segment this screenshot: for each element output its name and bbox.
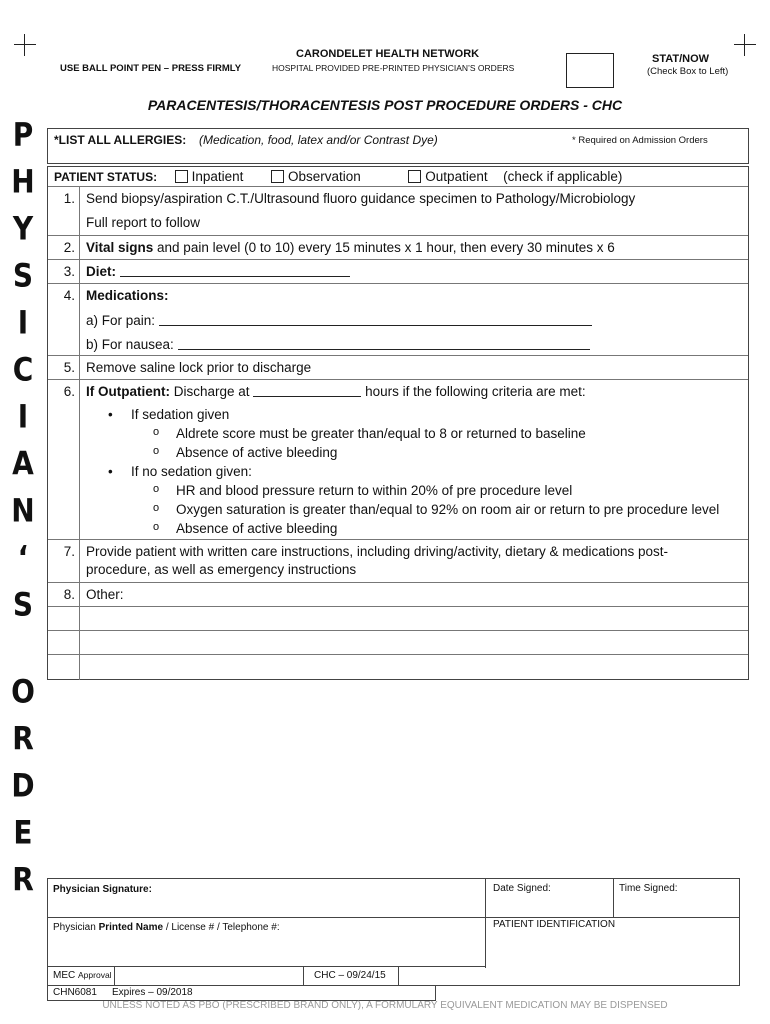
approval-text: Approval (78, 970, 112, 980)
blank-row[interactable] (48, 630, 748, 654)
side-letter: C (12, 350, 34, 389)
circle-bullet-icon: o (153, 521, 160, 533)
diet-label: Diet: (86, 264, 116, 279)
nausea-row (86, 337, 590, 352)
order-num: 4. (63, 288, 75, 303)
side-letter: S (12, 585, 34, 624)
bullet-icon: • (108, 407, 113, 422)
other-label: Other: (86, 587, 124, 602)
discharge-hours-field[interactable] (253, 385, 361, 397)
nausea-label: b) For nausea: (86, 337, 174, 352)
order-row-1 (48, 186, 748, 235)
order-num: 7. (63, 544, 75, 559)
nausea-medication-field[interactable] (178, 338, 590, 350)
required-note: * Required on Admission Orders (572, 135, 708, 146)
footer-note: UNLESS NOTED AS PBO (PRESCRIBED BRAND ONLY), A FORMULARY EQUIVALENT MEDICATION MAY BE DISPENSED (102, 1000, 668, 1011)
side-letter: N (11, 491, 35, 530)
inpatient-label: Inpatient (191, 169, 244, 184)
side-letter: Y (12, 209, 34, 248)
printed-a: Physician (53, 922, 99, 933)
order-1-line2: Full report to follow (86, 215, 201, 230)
bleeding-criterion-2: Absence of active bleeding (176, 521, 338, 536)
order-row-2 (48, 235, 748, 259)
bullet-icon: • (108, 464, 113, 479)
allergies-hint: (Medication, food, latex and/or Contrast Dye) (199, 133, 438, 147)
stat-subtitle: (Check Box to Left) (647, 66, 729, 77)
form-title: PARACENTESIS/THORACENTESIS POST PROCEDURE ORDERS - CHC (147, 97, 623, 113)
org-subtitle: HOSPITAL PROVIDED PRE-PRINTED PHYSICIAN’S ORDERS (272, 63, 515, 73)
vital-signs-label: Vital signs (86, 240, 154, 255)
order-1-line1: Send biopsy/aspiration C.T./Ultrasound fluoro guidance specimen to Pathology/Microbiology (86, 191, 636, 206)
physician-signature-label: Physician Signature: (53, 884, 152, 895)
blank-row[interactable] (48, 654, 748, 679)
side-letter: I (17, 397, 29, 436)
mec-label (53, 970, 112, 981)
bleeding-criterion-1: Absence of active bleeding (176, 445, 338, 460)
order-num: 8. (63, 587, 75, 602)
date-signed-label: Date Signed: (493, 883, 551, 894)
form-number-row (47, 986, 436, 1001)
pen-note: USE BALL POINT PEN – PRESS FIRMLY (60, 63, 242, 74)
expires: Expires – 09/2018 (112, 987, 193, 998)
status-note: (check if applicable) (503, 169, 623, 184)
order-num: 5. (63, 360, 75, 375)
registration-mark-right (734, 34, 756, 56)
patient-status-row (54, 169, 622, 184)
order-row-3 (48, 259, 748, 283)
inpatient-checkbox[interactable] (175, 170, 188, 183)
order-7-line1: Provide patient with written care instructions, including driving/activity, dietary & medications post- (86, 544, 669, 559)
circle-bullet-icon: o (153, 426, 160, 438)
printed-name-label (53, 922, 280, 933)
circle-bullet-icon: o (153, 445, 160, 457)
side-letter: I (17, 303, 29, 342)
observation-label: Observation (287, 169, 361, 184)
side-letter: D (11, 766, 35, 805)
order-num: 6. (63, 384, 75, 399)
order-row-5 (48, 355, 748, 379)
vital-signs-text: and pain level (0 to 10) every 15 minutes x 1 hour, then every 30 minutes x 6 (153, 240, 615, 255)
side-letter: R (12, 860, 34, 899)
order-6-text (86, 384, 586, 399)
outpatient-checkbox[interactable] (408, 170, 421, 183)
outpatient-label: If Outpatient: (86, 384, 170, 399)
hr-bp-criterion: HR and blood pressure return to within 20% of pre procedure level (176, 483, 573, 498)
order-num: 3. (63, 264, 75, 279)
order-row-8[interactable] (48, 582, 748, 606)
aldrete-criterion: Aldrete score must be greater than/equal to 8 or returned to baseline (176, 426, 586, 441)
orders-table (47, 166, 749, 680)
order-num: 2. (63, 240, 75, 255)
stat-label: STAT/NOW (652, 53, 710, 65)
outpatient-label: Outpatient (425, 169, 488, 184)
side-letter: P (12, 115, 34, 154)
allergies-label: *LIST ALL ALLERGIES: (54, 133, 187, 147)
printed-b: Printed Name (98, 922, 164, 933)
side-letter: E (13, 813, 33, 852)
medications-label: Medications: (86, 288, 169, 303)
form-number: CHN6081 (53, 987, 97, 998)
side-letter: S (12, 256, 34, 295)
no-sedation: If no sedation given: (131, 464, 252, 479)
patient-identification-label: PATIENT IDENTIFICATION (493, 919, 616, 930)
stat-checkbox[interactable] (566, 53, 614, 88)
diet-field[interactable] (120, 265, 350, 277)
mec-text: MEC (53, 970, 76, 981)
order-row-4 (48, 283, 748, 355)
org-name: CARONDELET HEALTH NETWORK (296, 48, 480, 60)
order-2-text (86, 240, 615, 255)
side-letter: H (11, 162, 35, 201)
observation-checkbox[interactable] (271, 170, 284, 183)
physician-signature-field[interactable] (48, 879, 485, 917)
patient-status-label: PATIENT STATUS: (54, 170, 158, 184)
blank-row[interactable] (48, 606, 748, 630)
pain-medication-field[interactable] (159, 314, 592, 326)
signature-table (47, 878, 740, 986)
circle-bullet-icon: o (153, 502, 160, 514)
side-letter: ‘ (17, 538, 29, 577)
order-row-7 (48, 539, 748, 582)
side-letter: O (11, 672, 35, 711)
printed-c: / License # / Telephone #: (163, 922, 280, 933)
allergies-box[interactable] (47, 128, 749, 164)
discharge-pre: Discharge at (170, 384, 250, 399)
order-7-line2: procedure, as well as emergency instructions (86, 562, 357, 577)
side-letter: R (12, 719, 34, 758)
circle-bullet-icon: o (153, 483, 160, 495)
registration-mark-left (14, 34, 36, 56)
chc-date: CHC – 09/24/15 (314, 970, 386, 981)
pain-row (86, 313, 592, 328)
sedation-given: If sedation given (131, 407, 230, 422)
time-signed-label: Time Signed: (619, 883, 678, 894)
side-letter: A (12, 444, 34, 483)
order-3-text (86, 264, 350, 279)
discharge-post: hours if the following criteria are met: (361, 384, 586, 399)
order-row-6 (48, 379, 748, 539)
pain-label: a) For pain: (86, 313, 156, 328)
order-num: 1. (63, 191, 75, 206)
oxygen-criterion: Oxygen saturation is greater than/equal to 92% on room air or return to pre procedure level (176, 502, 720, 517)
order-5-text: Remove saline lock prior to discharge (86, 360, 312, 375)
